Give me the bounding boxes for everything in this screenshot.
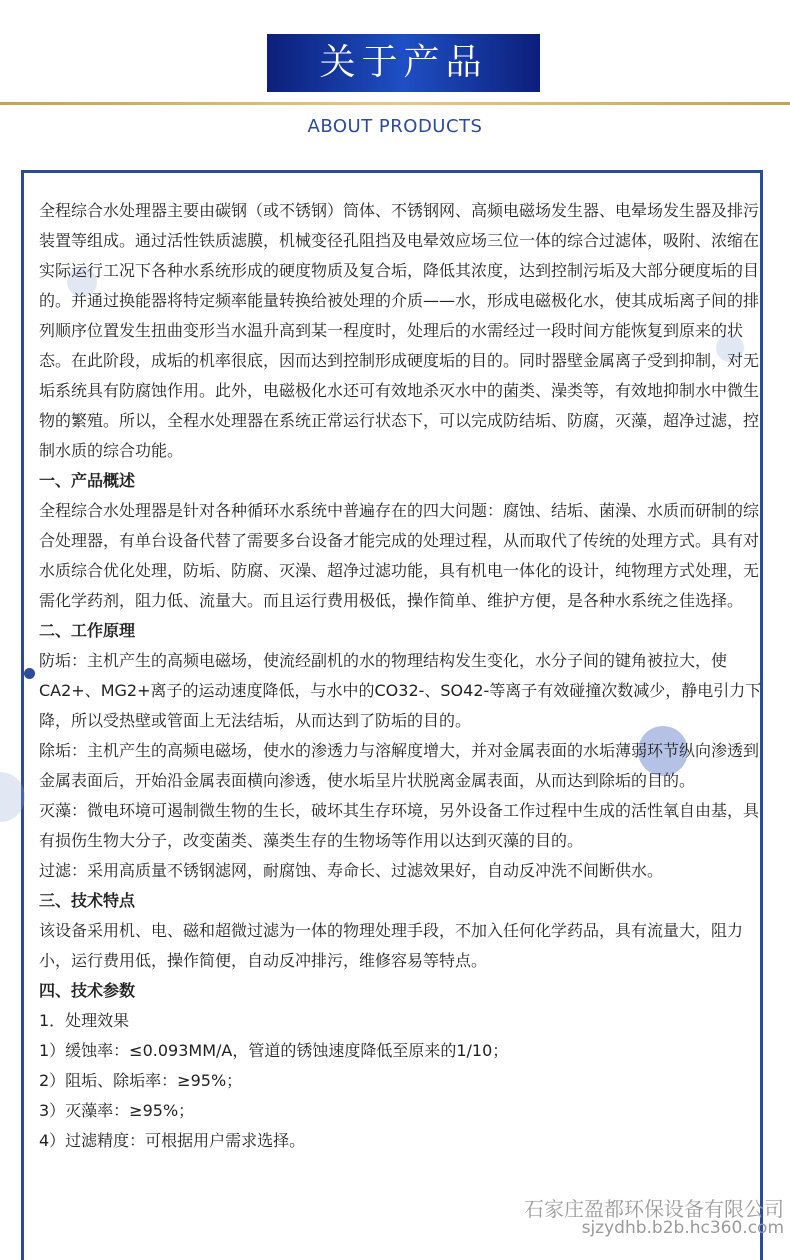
page-title-banner (267, 34, 540, 92)
section-heading-parameters: 四、技术参数 (39, 981, 136, 1000)
section-heading-features: 三、技术特点 (39, 891, 136, 910)
param-line: 2）阻垢、除垢率：≥95%； (39, 1071, 243, 1090)
principle-scale-prevention: 防垢：主机产生的高频电磁场，使流经副机的水的物理结构发生变化，水分子间的键角被拉大，使CA2+、MG2+离子的运动速度降低，与水中的CO32-、SO42-等离子有效碰撞次数减少，静电引力下降，所以受热壁或管面上无法结垢，从而达到了防垢的目的。 (39, 651, 762, 730)
intro-paragraph: 全程综合水处理器主要由碳钢（或不锈钢）筒体、不锈钢网、高频电磁场发生器、电晕场发生器及排污装置等组成。通过活性铁质滤膜，机械变径孔阻挡及电晕效应场三位一体的综合过滤体，吸附、浓缩在实际运行工况下各种水系统形成的硬度物质及复合垢，降低其浓度，达到控制污垢及大部分硬度垢的目的。并通过换能器将特定频率能量转换给被处理的介质——水，形成电磁极化水，使其成垢离子间的排列顺序位置发生扭曲变形当水温升高到某一程度时，处理后的水需经过一段时间方能恢复到原来的状态。在此阶段，成垢的机率很底，因而达到控制形成硬度垢的目的。同时器壁金属离子受到抑制，对无垢系统具有防腐蚀作用。此外，电磁极化水还可有效地杀灭水中的菌类、澡类等，有效地抑制水中微生物的繁殖。所以，全程水处理器在系统正常运行状态下，可以完成防结垢、防腐，灭藻，超净过滤，控制水质的综合功能。 (39, 201, 760, 460)
section-heading-principle: 二、工作原理 (39, 621, 136, 640)
watermark-company: 石家庄盈都环保设备有限公司 (524, 1197, 784, 1221)
header-divider (0, 102, 790, 105)
principle-descaling: 除垢：主机产生的高频电磁场，使水的渗透力与溶解度增大，并对金属表面的水垢薄弱环节纵向渗透到金属表面后，开始沿金属表面横向渗透，使水垢呈片状脱离金属表面，从而达到除垢的目的。 (39, 741, 760, 790)
overview-paragraph: 全程综合水处理器是针对各种循环水系统中普遍存在的四大问题：腐蚀、结垢、菌澡、水质而研制的综合处理器，有单台设备代替了需要多台设备才能完成的处理过程，从而取代了传统的处理方式。具有对水质综合优化处理，防垢、防腐、灭澡、超净过滤功能，具有机电一体化的设计，纯物理方式处理，无需化学药剂，阻力低、流量大。而且运行费用极低，操作简单、维护方便，是各种水系统之佳选择。 (39, 501, 760, 610)
param-line: 1．处理效果 (39, 1011, 130, 1030)
principle-algae-killing: 灭藻：微电环境可遏制微生物的生长，破坏其生存环境，另外设备工作过程中生成的活性氧自由基，具有损伤生物大分子，改变菌类、藻类生存的生物场等作用以达到灭藻的目的。 (39, 801, 760, 850)
product-description (39, 196, 763, 1156)
features-paragraph: 该设备采用机、电、磁和超微过滤为一体的物理处理手段，不加入任何化学药品，具有流量大，阻力小，运行费用低，操作简便，自动反冲排污，维修容易等特点。 (39, 921, 744, 970)
param-line: 1）缓蚀率：≤0.093MM/A，管道的锈蚀速度降低至原来的1/10； (39, 1041, 509, 1060)
section-heading-overview: 一、产品概述 (39, 471, 136, 490)
decor-dot (24, 668, 35, 679)
page-subtitle: ABOUT PRODUCTS (307, 116, 483, 137)
param-line: 3）灭藻率：≥95%； (39, 1101, 195, 1120)
param-line: 4）过滤精度：可根据用户需求选择。 (39, 1131, 306, 1150)
principle-filtration: 过滤：采用高质量不锈钢滤网，耐腐蚀、寿命长、过滤效果好，自动反冲洗不间断供水。 (39, 861, 664, 880)
watermark-url: sjzydhb.b2b.hc360.com (581, 1218, 784, 1238)
page-title: 关于产品 (319, 42, 488, 83)
